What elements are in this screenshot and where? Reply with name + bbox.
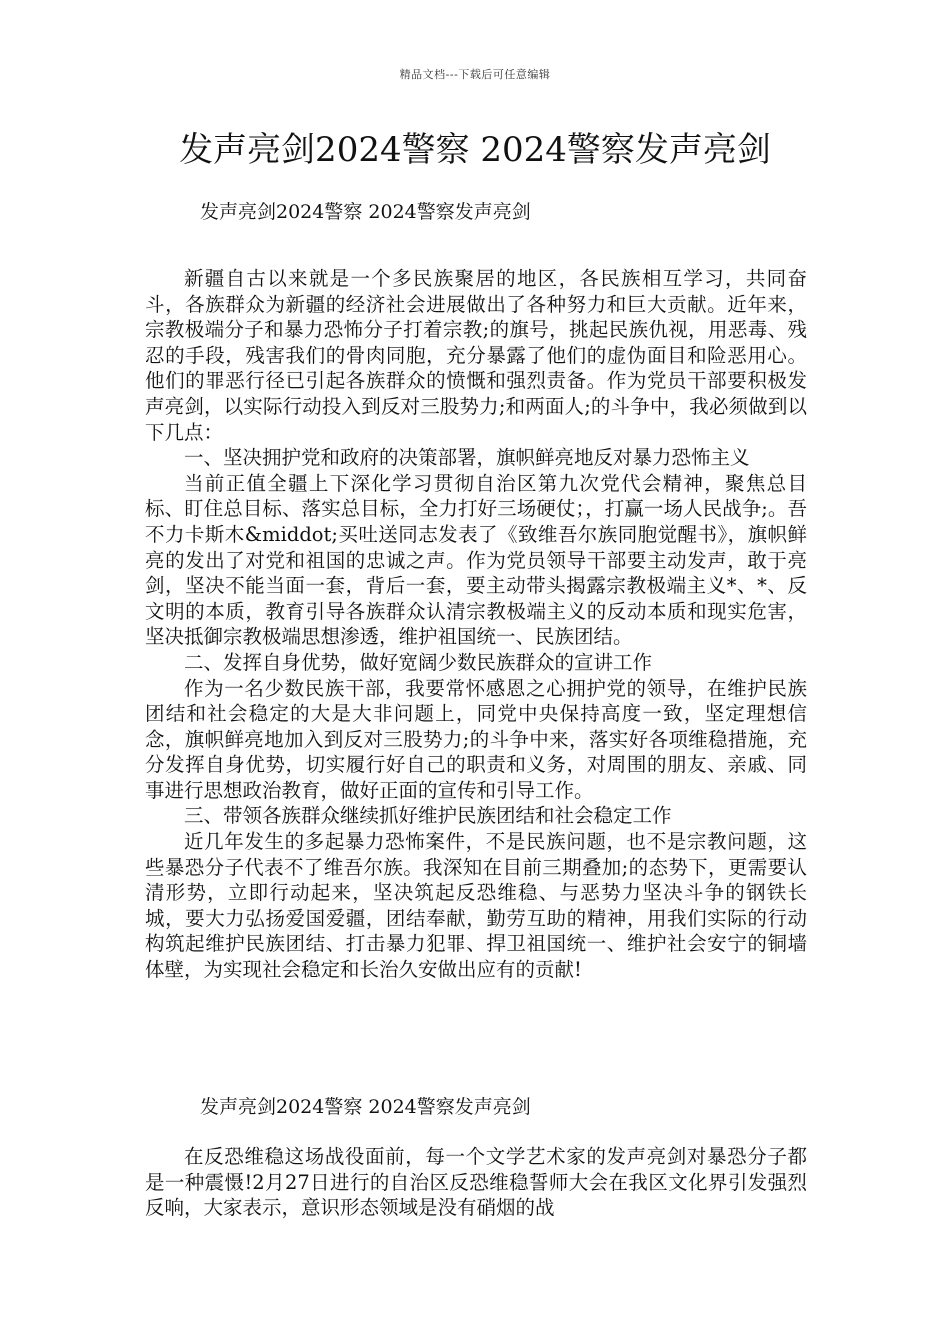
body-paragraph: 当前正值全疆上下深化学习贯彻自治区第九次党代会精神，聚焦总目标、盯住总目标、落实总目标，全力打好三场硬仗；，打赢一场人民战争;。吾不力卡斯木&middot;买吐送同志发表了《致维吾尔族同胞觉醒书》，旗帜鲜亮的发出了对党和祖国的忠诚之声。作为党员领导干部要主动发声，敢于亮剑，坚决不能当面一套，背后一套，要主动带头揭露宗教极端主义*、*、反文明的本质，教育引导各族群众认清宗教极端主义的反动本质和现实危害，坚决抵御宗教极端思想渗透，维护祖国统一、民族团结。 [145,471,807,649]
body-paragraph: 作为一名少数民族干部，我要常怀感恩之心拥护党的领导，在维护民族团结和社会稳定的大是大非问题上，同党中央保持高度一致，坚定理想信念，旗帜鲜亮地加入到反对三股势力;的斗争中来，落实好各项维稳措施，充分发挥自身优势，切实履行好自己的职责和义务，对周围的朋友、亲戚、同事进行思想政治教育，做好正面的宣传和引导工作。 [145,676,807,802]
document-title: 发声亮剑2024警察 2024警察发声亮剑 [179,130,771,170]
body-text-section-2 [145,1144,807,1221]
header-note: 精品文档---下载后可任意编辑 [399,68,551,81]
body-paragraph: 近几年发生的多起暴力恐怖案件，不是民族问题，也不是宗教问题，这些暴恐分子代表不了维吾尔族。我深知在目前三期叠加;的态势下，更需要认清形势，立即行动起来，坚决筑起反恐维稳、与恶势力坚决斗争的钢铁长城，要大力弘扬爱国爱疆，团结奉献，勤劳互助的精神，用我们实际的行动构筑起维护民族团结、打击暴力犯罪、捍卫祖国统一、维护社会安宁的铜墙体壁，为实现社会稳定和长治久安做出应有的贡献! [145,830,807,982]
section-heading: 三、带领各族群众继续抓好维护民族团结和社会稳定工作 [184,804,672,828]
section-heading: 一、坚决拥护党和政府的决策部署，旗帜鲜亮地反对暴力恐怖主义 [184,446,750,470]
body-paragraph: 在反恐维稳这场战役面前，每一个文学艺术家的发声亮剑对暴恐分子都是一种震慑!2月27日进行的自治区反恐维稳誓师大会在我区文化界引发强烈反响，大家表示，意识形态领域是没有硝烟的战 [145,1145,807,1220]
body-paragraph: 新疆自古以来就是一个多民族聚居的地区，各民族相互学习，共同奋斗，各族群众为新疆的经济社会进展做出了各种努力和巨大贡献。近年来，宗教极端分子和暴力恐怖分子打着宗教;的旗号，挑起民族仇视，用恶毒、残忍的手段，残害我们的骨肉同胞，充分暴露了他们的虚伪面目和险恶用心。他们的罪恶行径已引起各族群众的愤慨和强烈责备。作为党员干部要积极发声亮剑，以实际行动投入到反对三股势力;和两面人;的斗争中，我必须做到以下几点： [145,267,807,444]
body-text-section-1 [145,266,807,983]
section-subtitle: 发声亮剑2024警察 2024警察发声亮剑 [200,201,531,223]
section-subtitle: 发声亮剑2024警察 2024警察发声亮剑 [200,1096,531,1118]
section-heading: 二、发挥自身优势，做好宽阔少数民族群众的宣讲工作 [184,650,653,674]
